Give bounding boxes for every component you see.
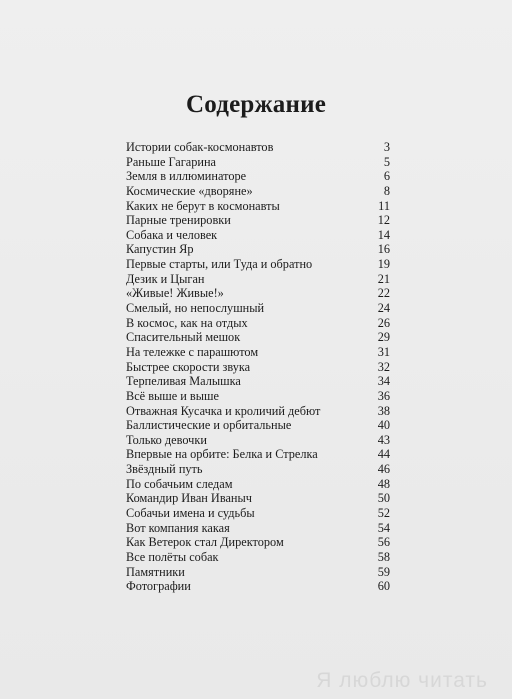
toc-entry [124,316,390,331]
toc-entry-title: Фотографии [126,579,191,594]
toc-entry-title: Быстрее скорости звука [126,359,251,374]
toc-entry [124,257,390,272]
toc-entry-page: 40 [377,418,390,433]
toc-entry-page: 54 [377,520,390,535]
toc-entry [124,491,390,506]
toc-entry-title: Звёздный путь [126,462,203,477]
toc-entry [124,228,390,243]
toc-entry-title: Собака и человек [126,227,218,242]
toc-entry [124,579,390,594]
toc-entry-page: 44 [377,447,390,462]
page-title: Содержание [185,90,326,118]
toc-entry-page: 50 [377,491,390,506]
toc-entry-page: 5 [383,154,390,169]
toc-entry-page: 46 [377,462,390,477]
toc-entry-page: 52 [377,506,390,521]
toc-entry-page: 32 [377,359,390,374]
toc-entry-page: 24 [377,301,390,316]
toc-entry-title: Отважная Кусачка и кроличий дебют [126,403,321,418]
toc-entry-title: Вот компания какая [126,520,230,535]
toc-entry-title: Каких не берут в космонавты [126,198,280,213]
toc-entry [124,330,390,345]
toc-entry-page: 59 [377,564,390,579]
toc-entry [124,169,390,184]
table-of-contents [124,140,390,594]
toc-entry [124,535,390,550]
toc-entry-title: Смелый, но непослушный [126,301,265,316]
toc-entry [124,521,390,536]
toc-entry-title: Все полёты собак [126,549,219,564]
toc-entry-page: 26 [377,315,390,330]
toc-entry [124,184,390,199]
toc-entry-title: Всё выше и выше [126,388,219,403]
toc-entry-page: 12 [377,213,390,228]
toc-entry-page: 34 [377,374,390,389]
toc-entry-page: 38 [377,403,390,418]
toc-entry-page: 22 [377,286,390,301]
toc-entry-title: Первые старты, или Туда и обратно [126,257,313,272]
toc-entry [124,155,390,170]
toc-entry-page: 19 [377,257,390,272]
toc-entry [124,477,390,492]
toc-entry-page: 56 [377,535,390,550]
toc-entry-title: Космические «дворяне» [126,183,253,198]
toc-entry-page: 16 [377,242,390,257]
toc-entry [124,213,390,228]
toc-entry-page: 8 [383,183,390,198]
toc-entry-page: 11 [378,198,390,213]
toc-entry-page: 29 [377,330,390,345]
toc-entry [124,374,390,389]
toc-entry [124,286,390,301]
watermark: Я люблю читать [316,669,488,692]
toc-entry-title: Спасительный мешок [126,330,241,345]
toc-entry-title: Впервые на орбите: Белка и Стрелка [126,447,318,462]
toc-entry-page: 58 [377,549,390,564]
toc-entry [124,565,390,580]
toc-entry-title: Раньше Гагарина [126,154,217,169]
toc-entry-title: По собачьим следам [126,476,233,491]
toc-entry [124,242,390,257]
toc-entry [124,506,390,521]
toc-entry [124,462,390,477]
toc-entry-title: Земля в иллюминаторе [126,169,247,184]
toc-entry [124,301,390,316]
toc-entry-title: Командир Иван Иваныч [126,491,252,506]
toc-entry-title: Памятники [126,564,185,579]
toc-entry-page: 60 [377,579,390,594]
toc-entry-page: 36 [377,388,390,403]
toc-entry [124,447,390,462]
toc-entry [124,199,390,214]
toc-entry-page: 43 [377,432,390,447]
toc-entry-title: «Живые! Живые!» [126,286,224,301]
toc-entry [124,433,390,448]
toc-entry-title: Терпеливая Малышка [126,374,241,389]
toc-entry [124,360,390,375]
toc-entry [124,389,390,404]
toc-entry-title: Капустин Яр [126,242,194,257]
toc-entry [124,550,390,565]
toc-entry-title: Парные тренировки [126,213,231,228]
toc-entry-title: Только девочки [126,432,207,447]
toc-entry-title: Баллистические и орбитальные [126,418,292,433]
toc-entry-title: Собачьи имена и судьбы [126,506,255,521]
toc-entry-page: 6 [383,169,390,184]
toc-entry [124,140,390,155]
toc-entry [124,272,390,287]
toc-entry-page: 14 [377,227,390,242]
toc-entry-page: 21 [377,271,390,286]
toc-entry-title: На тележке с парашютом [126,344,259,359]
toc-entry-page: 31 [377,344,390,359]
toc-entry [124,418,390,433]
toc-entry-page: 3 [383,140,390,154]
toc-entry [124,345,390,360]
toc-entry-page: 48 [377,476,390,491]
toc-entry [124,404,390,419]
toc-entry-title: Дезик и Цыган [126,271,205,286]
toc-entry-title: В космос, как на отдых [126,315,248,330]
toc-entry-title: Как Ветерок стал Директором [126,535,284,550]
toc-entry-title: Истории собак-космонавтов [126,140,274,154]
